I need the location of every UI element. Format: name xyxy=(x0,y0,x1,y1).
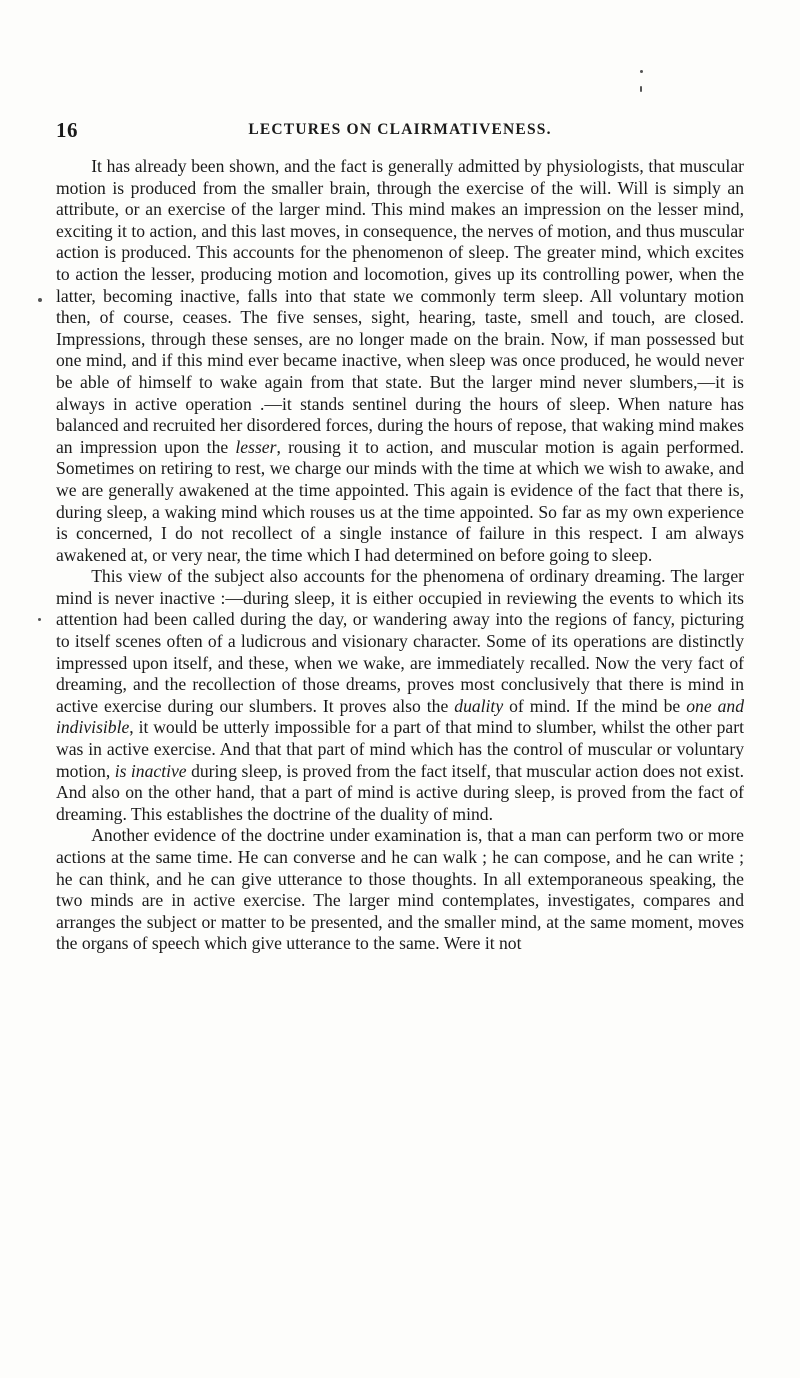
emphasis-one-and-indivisible: one and indivisible xyxy=(56,695,744,738)
text-span: during sleep, is proved from the fact itself, that muscular action does not exist. And also on the other hand, that a part of mind is active during sleep, is proved from the fact of dreaming. This establishes the doctrine of the duality of mind. xyxy=(56,760,744,824)
ink-speck xyxy=(38,618,41,621)
running-title: LECTURES ON CLAIRMATIVENESS. xyxy=(248,121,552,138)
ink-speck xyxy=(38,298,42,302)
page-number: 16 xyxy=(56,118,78,142)
paragraph-two-actions xyxy=(56,825,744,955)
text-span: Another evidence of the doctrine under examination is, that a man can perform two or more actions at the same time. He can converse and he can walk ; he can compose, and he can write ; he can think, and he can give utterance to those thoughts. In all extemporaneous speaking, the two minds are in active exercise. The larger mind contemplates, investigates, compares and arranges the subject or matter to be presented, and the smaller mind, at the same moment, moves the organs of speech which give utterance to the same. Were it not xyxy=(56,825,744,954)
text-span: of mind. If the mind be xyxy=(503,695,687,716)
paragraph-dreaming xyxy=(56,566,744,825)
ink-speck xyxy=(640,70,643,73)
emphasis-duality: duality xyxy=(454,695,504,716)
paragraph-sleep xyxy=(56,156,744,566)
emphasis-lesser: lesser xyxy=(235,436,277,457)
emphasis-is-inactive: is inactive xyxy=(114,760,187,781)
text-span: , rousing it to action, and muscular motion is again performed. Sometimes on retiring to rest, we charge our minds with the time at which we wish to awake, and we are generally awakened at the time appointed. This again is evidence of the fact that there is, during sleep, a waking mind which rouses us at the time appointed. So far as my own experience is concerned, I do not recollect of a single instance of failure in this respect. I am always awakened at, or very near, the time which I had determined on before going to sleep. xyxy=(56,436,744,565)
body-text xyxy=(56,156,744,955)
ink-speck xyxy=(640,86,642,92)
text-span: This view of the subject also accounts for the phenomena of ordinary dreaming. The larger mind is never inactive :—during sleep, it is either occupied in reviewing the events to which its attention had been called during the day, or wandering away into the regions of fancy, picturing to itself scenes often of a ludicrous and visionary character. Some of its operations are distinctly impressed upon itself, and these, when we wake, are immediately recalled. Now the very fact of dreaming, and the recollection of those dreams, proves most conclusively that there is mind in active exercise during our slumbers. It proves also the xyxy=(56,566,744,716)
page-header xyxy=(56,118,744,142)
text-span: , it would be utterly impossible for a part of that mind to slumber, whilst the other part was in active exercise. And that that part of mind which has the control of muscular or voluntary motion, xyxy=(56,717,744,781)
text-span: It has already been shown, and the fact is generally admitted by physiologists, that muscular motion is produced from the smaller brain, through the exercise of the will. Will is simply an attribute, or an exercise of the larger mind. This mind makes an impression on the lesser mind, exciting it to action, and this last moves, in consequence, the nerves of motion, and thus muscular action is produced. This accounts for the phenomenon of sleep. The greater mind, which excites to action the lesser, producing motion and locomotion, gives up its controlling power, when the latter, becoming inactive, falls into that state we commonly term sleep. All voluntary motion then, of course, ceases. The five senses, sight, hearing, taste, smell and touch, are closed. Impressions, through these senses, are no longer made on the brain. Now, if man possessed but one mind, and if this mind ever became inactive, when sleep was once produced, he would never be able of himself to wake again from that state. But the larger mind never slumbers,—it is always in active operation .—it stands sentinel during the hours of sleep. When nature has balanced and recruited her disordered forces, during the hours of repose, that waking mind makes an impression upon the xyxy=(56,156,744,457)
